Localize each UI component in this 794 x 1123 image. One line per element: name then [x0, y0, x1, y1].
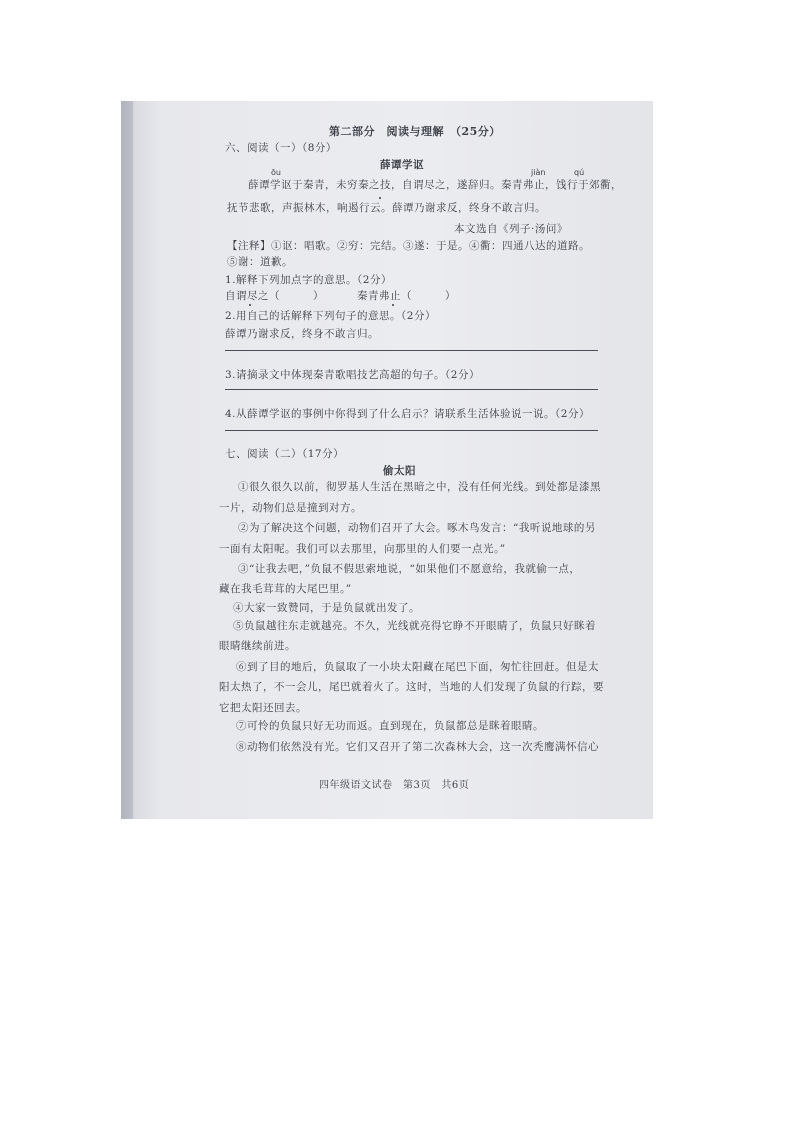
emphasis-dot: [379, 197, 381, 199]
story-line: 眼睛继续前进。: [219, 640, 296, 652]
reading1-para-line-1: 薛谭学讴于秦青，未穷秦之技，自谓尽之，遂辞归。秦青弗止，饯行于郊衢，: [248, 179, 622, 191]
story-line: ⑥到了目的地后，负鼠取了一小块太阳藏在尾巴下面，匆忙往回赶。但是太: [236, 661, 599, 673]
story-line: 藏在我毛茸茸的大尾巴里。”: [219, 583, 352, 595]
answer-line-q4[interactable]: [225, 430, 598, 431]
story-line: 一片，动物们总是撞到对方。: [219, 502, 362, 514]
answer-line-q2[interactable]: [225, 350, 598, 351]
reading2-heading: 七、阅读（二）（17分）: [225, 448, 345, 460]
story-line: ⑧动物们依然没有光。它们又召开了第二次森林大会，这一次秃鹰满怀信心: [236, 741, 599, 753]
story-line: ②为了解决这个问题，动物们召开了大会。啄木鸟发言：“我听说地球的另: [238, 522, 596, 534]
emphasis-dot: [249, 304, 251, 306]
question-1: 1.解释下列加点字的意思。（2分）: [225, 274, 392, 286]
story-line: ③“让我去吧，”负鼠不假思索地说，“如果他们不愿意给，我就偷一点，: [238, 563, 581, 575]
part-title: 第二部分 阅读与理解 （25分）: [329, 125, 501, 138]
answer-line-q3[interactable]: [225, 389, 598, 390]
reading1-notes-line-1: 【注释】①讴：唱歌。②穷：完结。③遂：于是。④衢：四通八达的道路。: [227, 240, 590, 252]
question-2: 2.用自己的话解释下列句子的意思。（2分）: [225, 310, 436, 322]
story-line: ④大家一致赞同，于是负鼠就出发了。: [233, 602, 420, 614]
reading2-title: 偷太阳: [383, 465, 416, 477]
question-4: 4.从薛谭学讴的事例中你得到了什么启示？请联系生活体验说一说。（2分）: [225, 408, 590, 420]
page-shadow-edge: [121, 101, 133, 819]
question-1-blank-a[interactable]: 自谓尽之（ ）: [225, 290, 324, 302]
story-line: 它把太阳还回去。: [219, 702, 307, 714]
reading1-source: 本文选自《列子·汤问》: [454, 223, 568, 235]
reading1-para-line-2: 抚节悲歌，声振林木，响遏行云。薛谭乃谢求反，终身不敢言归。: [227, 202, 546, 214]
page-footer: 四年级语文试卷 第3页 共6页: [319, 780, 470, 791]
reading1-heading: 六、阅读（一）（8分）: [225, 142, 337, 154]
story-line: 一面有太阳呢。我们可以去那里，向那里的人们要一点光。”: [219, 543, 506, 555]
story-line: ⑤负鼠越往东走就越亮。不久，光线就亮得它睁不开眼睛了，负鼠只好眯着: [233, 620, 596, 632]
story-line: ⑦可怜的负鼠只好无功而返。直到现在，负鼠都总是眯着眼睛。: [236, 720, 544, 732]
question-3: 3.请摘录文中体现秦青歌唱技艺高超的句子。（2分）: [225, 369, 480, 381]
story-line: 阳太热了，不一会儿，尾巴就着火了。这时，当地的人们发现了负鼠的行踪，要: [219, 681, 604, 693]
story-line: ①很久很久以前，彻罗基人生活在黑暗之中，没有任何光线。到处都是漆黑: [238, 481, 601, 493]
reading1-title: 薛谭学讴: [380, 159, 424, 171]
pinyin-ou: ōu: [271, 168, 281, 177]
photographed-exam-page: [121, 101, 653, 819]
question-2-sentence: 薛谭乃谢求反，终身不敢言归。: [225, 328, 379, 340]
pinyin-jian: jiàn: [531, 168, 546, 177]
question-1-blank-b[interactable]: 秦青弗止（ ）: [357, 290, 456, 302]
reading1-notes-line-2: ⑤谢：道歉。: [227, 256, 293, 268]
emphasis-dot: [392, 304, 394, 306]
pinyin-qu: qú: [574, 168, 585, 177]
